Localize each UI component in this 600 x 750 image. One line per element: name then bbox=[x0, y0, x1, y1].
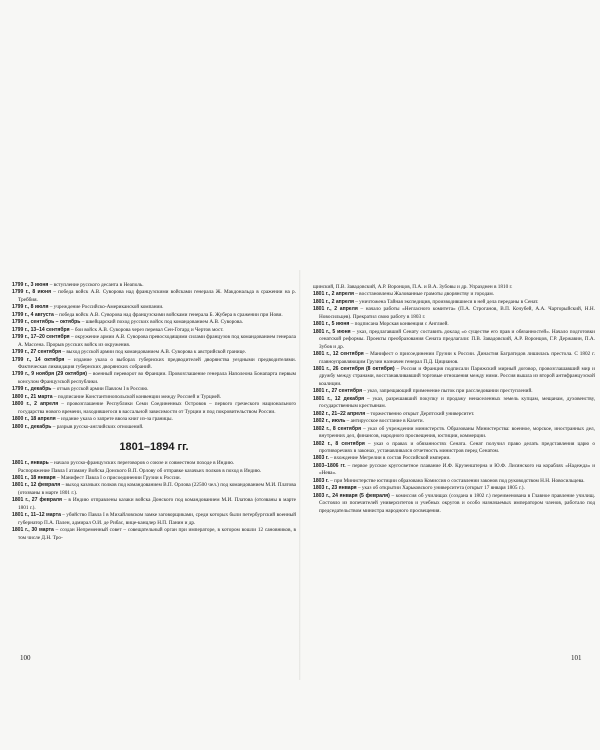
chronology-entry bbox=[12, 468, 296, 475]
chronology-entry bbox=[12, 386, 296, 393]
chronology-entry bbox=[313, 284, 595, 291]
entry-date: 1803 г. bbox=[313, 477, 329, 484]
entry-text: – бои войск А.В. Суворова через перевал Сен-Готард и Чертов мост. bbox=[69, 326, 224, 333]
entry-date: 1800 г., декабрь bbox=[12, 423, 52, 430]
entry-date: 1801 г., 2 апреля bbox=[313, 291, 354, 298]
entry-date: 1801 г., 27 сентября bbox=[313, 388, 363, 395]
entry-date: 1801 г., 12 февраля bbox=[12, 482, 61, 489]
entry-text: – издание указа о выборах губернских предводителей дворянства уездными предводителями. Фактическая ликвидация губернских дворянских собраний. bbox=[18, 356, 296, 370]
entry-text: – учреждение Российско-Американской компании. bbox=[48, 304, 164, 311]
entry-date: 1803 г. bbox=[313, 455, 329, 462]
entry-text: – Манифест Павла I о присоединении Грузии к России. bbox=[55, 474, 181, 481]
entries-list-before bbox=[12, 282, 296, 431]
chronology-entry bbox=[12, 497, 296, 512]
entry-text: – вступление русского десанта в Неаполь. bbox=[48, 282, 144, 288]
entry-date: 1802 г., июль bbox=[313, 418, 346, 425]
entries-list bbox=[313, 284, 595, 515]
entry-date: 1801 г., 26 сентября (8 октября) bbox=[313, 365, 395, 372]
entry-date: 1801 г., 5 июня bbox=[313, 321, 350, 328]
entry-date: 1801 г., 2 апреля bbox=[313, 298, 354, 305]
chronology-entry bbox=[12, 482, 296, 497]
chronology-entry bbox=[12, 334, 296, 349]
chronology-entry bbox=[12, 371, 296, 386]
right-page bbox=[313, 284, 595, 515]
entry-text: – выход русской армии под командованием А.В. Суворова к австрийской границе. bbox=[61, 349, 247, 356]
chronology-entry bbox=[12, 357, 296, 372]
chronology-entry bbox=[313, 455, 595, 462]
chronology-entry bbox=[313, 291, 595, 298]
entry-date: 1803–1806 гг. bbox=[313, 462, 346, 469]
entry-date: 1800 г., 18 апреля bbox=[12, 416, 56, 423]
left-page bbox=[12, 282, 296, 542]
entry-text: – Манифест о присоединении Грузии к России. Династия Багратидов лишилась престола. С 1802 г. главноуправляющим Грузии назначен генерал П.Д. Цицианов. bbox=[319, 351, 596, 365]
chronology-entry bbox=[12, 401, 296, 416]
chronology-entry bbox=[313, 329, 595, 351]
entry-text: – отзыв русской армии Павлом I в Россию. bbox=[51, 386, 149, 393]
entry-date: 1802 г., 21–22 апреля bbox=[313, 410, 366, 417]
entry-text: – указ, разрешавший покупку и продажу ненаселенных земель купцам, мещанам, духовенству, государственным крестьянам. bbox=[319, 395, 596, 410]
entry-text: – первое русское кругосветное плавание И.Ф. Крузенштерна и Ю.Ф. Лисянского на кораблях «Надежда» и «Нева». bbox=[319, 462, 596, 477]
entry-date: 1799 г., 27 сентября bbox=[12, 349, 62, 356]
entry-date: 1799 г., сентябрь – октябрь bbox=[12, 319, 81, 326]
entry-text: – выход казачьих полков под командованием В.П. Орлова (22500 чел.) под командованием М.И. Платова (отозваны в марте 1801 г.). bbox=[18, 482, 296, 496]
chronology-entry bbox=[12, 319, 296, 326]
entry-text: – швейцарский поход русских войск под командованием А.В. Суворова. bbox=[80, 319, 243, 326]
entry-text: – Россия и Франция подписали Парижский мирный договор, провозглашавший мир и дружбу между странами, восстанавливавший торговые отношения между ними. Россия вышла из второй антифранцузской коалиции. bbox=[319, 365, 595, 387]
entry-date: 1799 г., 8 июня bbox=[12, 289, 52, 296]
chronology-entry bbox=[313, 351, 595, 366]
entry-text: – военный переворот во Франции. Провозглашение генерала Наполеона Бонапарта первым консулом Французской республики. bbox=[18, 371, 296, 385]
entry-date: 1799 г., 13–14 сентября bbox=[12, 326, 70, 333]
chronology-entry bbox=[12, 289, 296, 304]
page-number-right: 101 bbox=[571, 654, 582, 662]
chronology-entry bbox=[313, 441, 595, 456]
chronology-entry bbox=[313, 493, 595, 515]
chronology-entry bbox=[12, 527, 296, 542]
entry-date: 1799 г., 4 августа bbox=[12, 311, 54, 318]
entry-text: – указ об открытии Харьковского университета (открыт 17 января 1805 г.). bbox=[356, 485, 525, 492]
entry-text: – указ об учреждении министерств. Образованы Министерства: военное, морское, иностранных дел, внутренних дел, финансов, народного просвещения, юстиции, коммерции. bbox=[319, 425, 595, 440]
entry-date: 1800 г., 21 марта bbox=[12, 393, 53, 400]
entry-date: 1801 г., 2 апреля bbox=[313, 306, 358, 313]
entry-date: 1800 г., 2 апреля bbox=[12, 401, 59, 408]
entry-text: – начало русско-французских переговоров о союзе и совместном походе в Индию. bbox=[48, 460, 235, 467]
entry-date: 1799 г., 14 октября bbox=[12, 356, 65, 363]
entry-text: – провозглашение Республики Семи Соединенных Островов – первого греческого национального государства нового времени, находившегося в вассальной зависимости от Турции и под покровительством России. bbox=[18, 401, 296, 415]
entry-text: – издание указа о запрете ввоза книг из-за границы. bbox=[55, 416, 173, 423]
entry-date: 1801 г., январь bbox=[12, 460, 49, 467]
entry-date: 1799 г., 17–20 сентября bbox=[12, 334, 70, 341]
entry-date: 1802 г., 8 сентября bbox=[313, 440, 365, 447]
entry-date: 1799 г., декабрь bbox=[12, 386, 52, 393]
chronology-entry bbox=[313, 321, 595, 328]
entry-text: – подписание Константинопольской конвенции между Россией и Турцией. bbox=[52, 393, 221, 400]
entry-date: 1801 г., 11–12 марта bbox=[12, 512, 61, 519]
page-number-left: 100 bbox=[20, 654, 31, 662]
chronology-entry bbox=[12, 416, 296, 423]
book-gutter bbox=[299, 270, 301, 680]
entry-date: 1799 г., 9 ноября (29 октября) bbox=[12, 371, 87, 378]
entry-date: 1801 г., 30 марта bbox=[12, 527, 54, 534]
chronology-entry bbox=[313, 411, 595, 418]
entry-text: – при Министерстве юстиции образована Комиссия о составлении законов под руководством Н.Н. Новосильцева. bbox=[328, 477, 585, 484]
entry-text: – указ о правах и обязанностях Сената. Сенат получил право делать представления царю о противоречиях в законах, устанавливался отчетность министров перед Сенатом. bbox=[319, 440, 595, 454]
entry-text: – убийство Павла I в Михайловском замке заговорщиками, среди которых были петербургский военный губернатор П.А. Пален, адмирал О.И. де Рибас, вице-канцлер Н.П. Панин и др. bbox=[18, 512, 297, 526]
chronology-entry bbox=[12, 460, 296, 467]
chronology-entry bbox=[313, 366, 595, 388]
entry-text: – разрыв русско-английских отношений. bbox=[51, 423, 144, 430]
chronology-entry bbox=[313, 396, 595, 411]
entry-date: 1801 г., 27 февраля bbox=[12, 497, 62, 504]
chronology-entry bbox=[313, 485, 595, 492]
chronology-entry bbox=[313, 306, 595, 321]
entry-date: 1801 г., 18 января bbox=[12, 474, 56, 481]
chronology-entry bbox=[12, 304, 296, 311]
chronology-entry bbox=[313, 463, 595, 478]
chronology-entry bbox=[313, 426, 595, 441]
entry-date: 1799 г., 8 июля bbox=[12, 304, 49, 311]
entry-text: – вхождение Мегрелии в состав Российской империи. bbox=[328, 455, 451, 462]
chronology-entry bbox=[12, 424, 296, 431]
entry-date: 1803 г., 23 января bbox=[313, 485, 357, 492]
entry-text: – окружение армии А.В. Суворова превосходящими силами французов под командованием генерала А. Массена. Прорыв русских войск из окружения. bbox=[18, 334, 296, 348]
chronology-entry bbox=[12, 349, 296, 356]
section-title: 1801–1894 гг. bbox=[119, 441, 189, 454]
chronology-entry bbox=[313, 388, 595, 395]
chronology-entry bbox=[12, 512, 296, 527]
entry-text: – победа войск А.В. Суворова над французскими войсками генерала Ж. Макдональда в сражении на р. Треббия. bbox=[18, 289, 296, 303]
entry-text: – создан Непременный совет – совещательный орган при императоре, в котором вошли 12 сановников, в том числе Д.Н. Тро- bbox=[18, 527, 296, 541]
entry-date: 1801 г., 5 июня bbox=[313, 328, 351, 335]
entry-text: – начало работы «Негласного комитета» (П.А. Строганов, В.П. Кочубей, А.А. Чарторыйский, Н.Н. Новосильцев). Прекратил свою работу в 1803 г. bbox=[319, 306, 595, 320]
entry-date: 1801 г., 12 сентября bbox=[313, 351, 364, 358]
entry-text: щинский, П.В. Завадовский, А.Р. Воронцов, П.А. и В.А. Зубовы и др. Упразднен в 1810 г. bbox=[313, 284, 513, 290]
entry-text: Распоряжение Павла I атаману Войска Донского В.П. Орлову об отправке казачьих полков в поход в Индию. bbox=[18, 467, 262, 474]
entry-text: – уничтожена Тайная экспедиция, производившиеся в ней дела переданы в Сенат. bbox=[353, 298, 539, 305]
entry-text: – указ, запрещающий применение пыток при расследовании преступлений. bbox=[362, 388, 533, 395]
entry-text: – комиссия об училищах (создана в 1802 г.) переименована в Главное правление училищ. Состояло из попечителей университетов и учебных округов и особо назначаемых императором членов, работало под председательством министра народного просвещения. bbox=[319, 492, 595, 514]
entry-text: – подписана Морская конвенция с Англией. bbox=[349, 321, 449, 328]
entry-text: – торжественно открыт Дерптский университет. bbox=[365, 410, 475, 417]
entry-text: – восстановлены Жалованные грамоты дворянству и городам. bbox=[353, 291, 494, 298]
entry-date: 1799 г., 3 июня bbox=[12, 282, 49, 288]
chronology-entry bbox=[313, 418, 595, 425]
entries-list-after bbox=[12, 460, 296, 542]
entry-text: – антирусское восстание в Кахети. bbox=[345, 418, 424, 425]
entry-date: 1802 г., 8 сентября bbox=[313, 425, 362, 432]
entry-text: – победа войск А.В. Суворова над французскими войсками генерала Б. Жубера в сражении при Нови. bbox=[53, 311, 283, 318]
entry-text: – в Индию отправлены казаки войска Донского под командованием М.И. Платова (отозваны в марте 1801 г.). bbox=[18, 497, 296, 511]
entry-text: – указ, предлагавший Сенату составить доклад «о существе его прав и обязанностей». Начало подготовки сенатской реформы. Проекты преобразования Сената предлагали: П.В. Завадовский, А.Р. Воронцов, Г.Р. Державин, П.А. Зубов и др. bbox=[319, 328, 595, 350]
entry-date: 1801 г., 12 декабря bbox=[313, 395, 365, 402]
entry-date: 1803 г., 24 января (5 февраля) bbox=[313, 492, 390, 499]
